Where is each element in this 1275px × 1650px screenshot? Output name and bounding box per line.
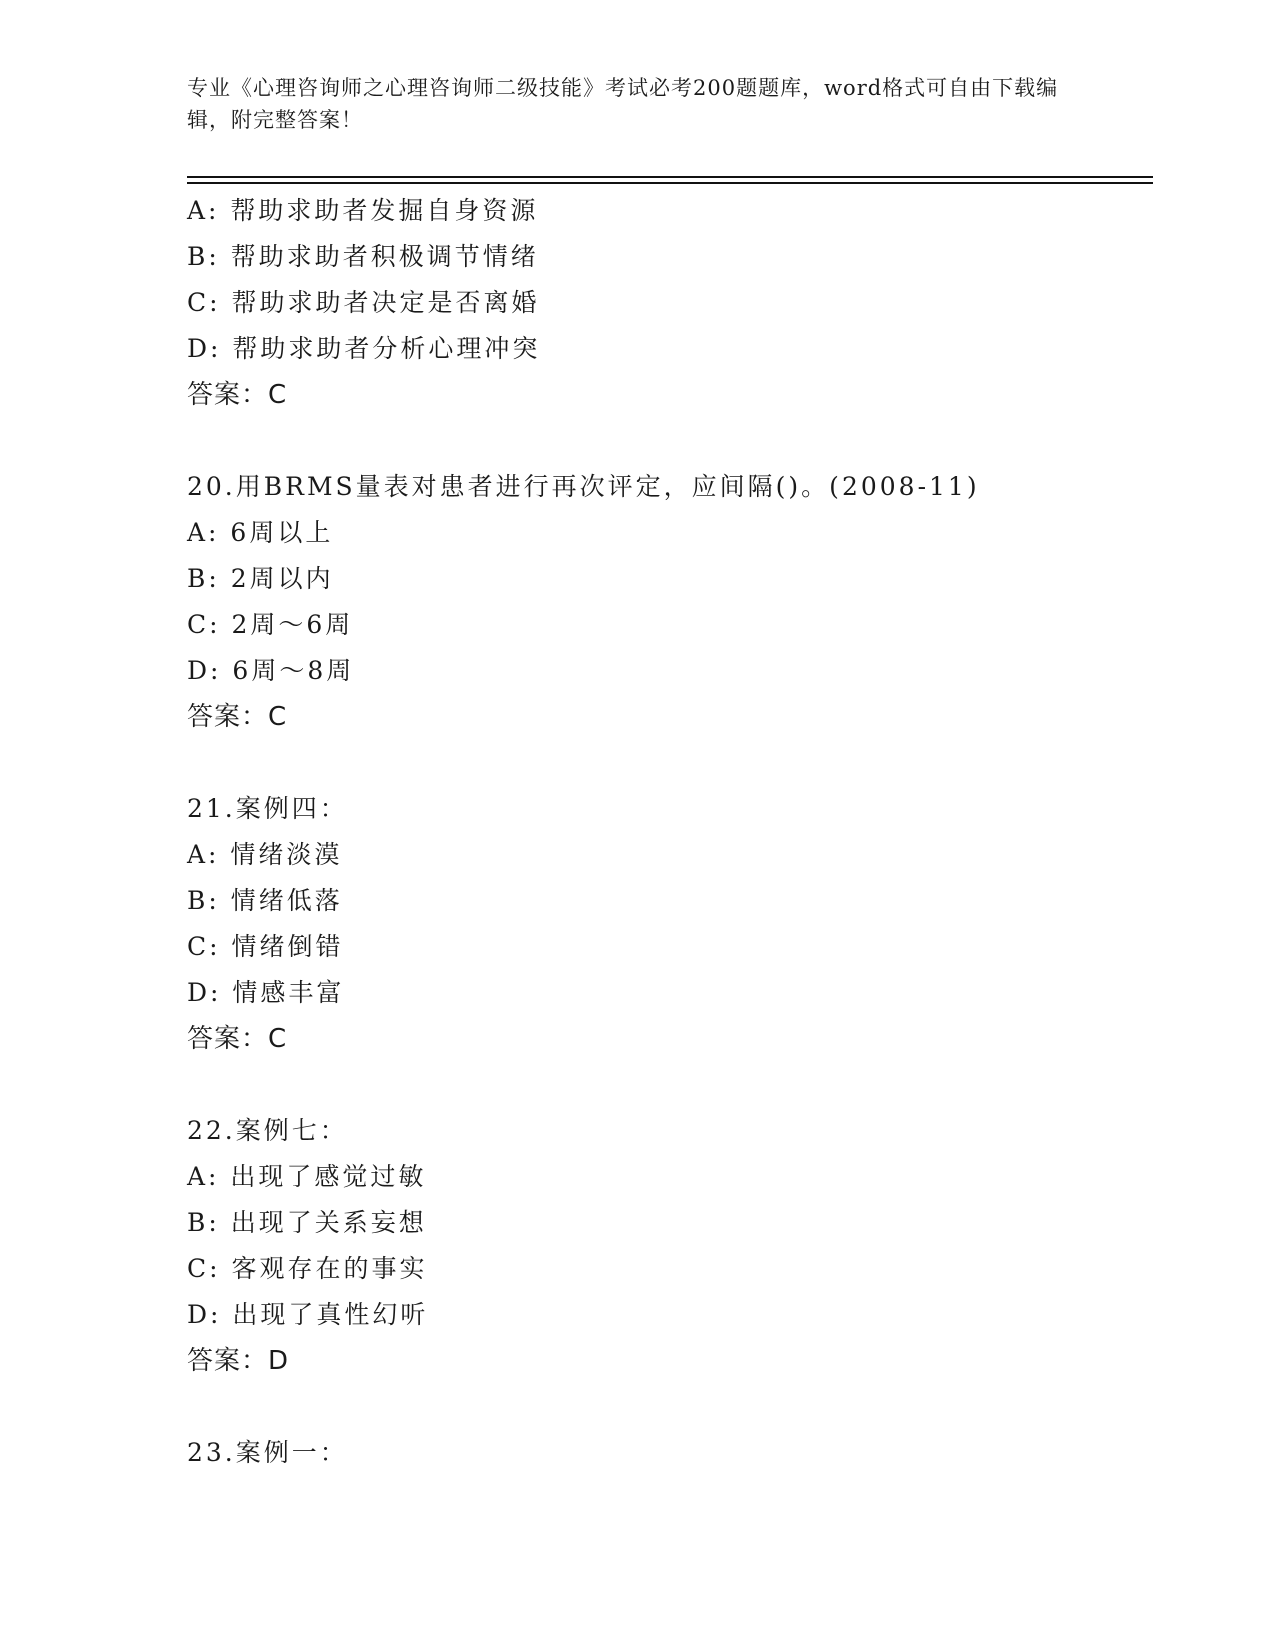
option-d: D: 出现了真性幻听 [187,1300,429,1329]
option-c: C: 客观存在的事实 [187,1254,428,1283]
question-block [187,786,1147,1062]
question-block [187,464,1147,740]
question-block [187,1108,1147,1384]
answer-line: 答案：C [187,1024,288,1054]
option-a: A: 帮助求助者发掘自身资源 [187,196,539,225]
option-b: B: 情绪低落 [187,886,343,915]
option-c: C: 2周～6周 [187,610,354,639]
spacer [187,418,1147,464]
header-divider-top [187,176,1153,178]
question-stem: 23.案例一： [187,1438,348,1467]
option-b: B: 帮助求助者积极调节情绪 [187,242,539,271]
option-b: B: 2周以内 [187,564,334,593]
option-d: D: 帮助求助者分析心理冲突 [187,334,541,363]
option-b: B: 出现了关系妄想 [187,1208,427,1237]
question-list [187,188,1147,1476]
option-d: D: 情感丰富 [187,978,345,1007]
option-a: A: 情绪淡漠 [187,840,343,869]
spacer [187,1384,1147,1430]
question-stem: 22.案例七： [187,1116,348,1145]
option-c: C: 情绪倒错 [187,932,344,961]
option-a: A: 出现了感觉过敏 [187,1162,427,1191]
spacer [187,740,1147,786]
question-block [187,1430,1147,1476]
option-d: D: 6周～8周 [187,656,355,685]
header-divider-bottom [187,182,1153,184]
option-c: C: 帮助求助者决定是否离婚 [187,288,540,317]
answer-line: 答案：D [187,1346,290,1376]
spacer [187,1062,1147,1108]
question-stem: 21.案例四： [187,794,348,823]
answer-line: 答案：C [187,380,288,410]
answer-line: 答案：C [187,702,288,732]
option-a: A: 6周以上 [187,518,334,547]
document-intro: 专业《心理咨询师之心理咨询师二级技能》考试必考200题题库，word格式可自由下载编辑，附完整答案！ [187,76,1059,132]
question-block [187,188,1147,418]
question-stem: 20.用BRMS量表对患者进行再次评定，应间隔()。(2008-11) [187,472,980,501]
